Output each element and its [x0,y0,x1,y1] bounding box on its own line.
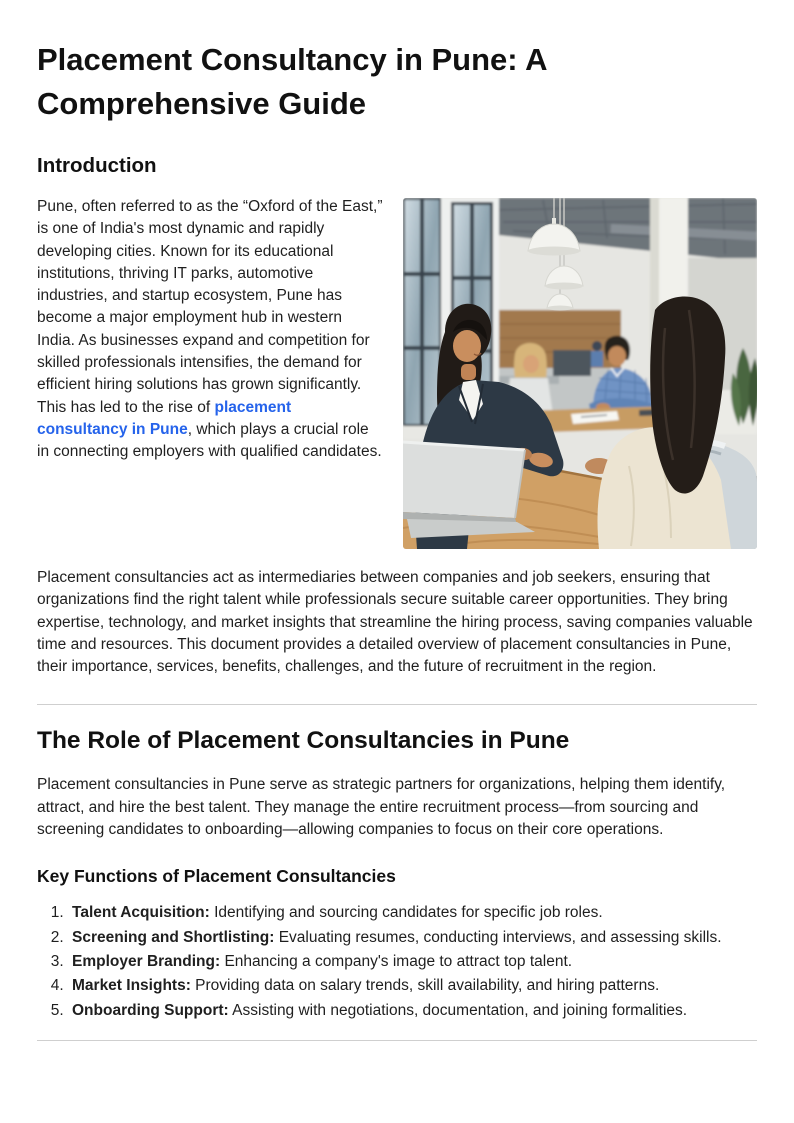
office-meeting-photo [403,198,757,549]
key-functions-list [37,902,757,1021]
list-item-onboarding-support [68,1000,757,1022]
list-item-text: Identifying and sourcing candidates for specific job roles. [214,904,603,922]
intro-text-before-link: Pune, often referred to as the “Oxford of the East,” is one of India's most dynamic and rapidly developing cities. Known for its educational institutions, thriving IT parks, automotive industries, and startup ecosystem, Pune has become a major employment hub in western India. As businesses expand and competition for skilled professionals intensifies, the demand for efficient hiring solutions has grown significantly. This has led to the rise of [37,198,383,416]
list-item-label: Onboarding Support: [72,1001,229,1019]
key-functions-heading: Key Functions of Placement Consultancies [37,866,396,887]
section-introduction [37,153,757,678]
list-item-label: Market Insights: [72,977,191,995]
list-item-talent-acquisition [68,902,757,924]
list-item-label: Screening and Shortlisting: [72,928,275,946]
introduction-heading: Introduction [37,154,157,177]
list-item-text: Evaluating resumes, conducting interviews, and assessing skills. [278,928,722,946]
list-item-label: Talent Acquisition: [72,904,210,922]
page-title: Placement Consultancy in Pune: A Comprehensive Guide [37,42,547,121]
list-item-text: Providing data on salary trends, skill availability, and hiring patterns. [195,977,660,995]
placement-consultancy-link[interactable]: placement consultancy in Pune [37,398,292,438]
intro-text-after-link: , which plays a crucial role in connecting employers with qualified candidates. [37,420,382,461]
role-heading: The Role of Placement Consultancies in Pune [37,727,570,755]
list-item-label: Employer Branding: [72,952,221,970]
section-divider [37,704,757,705]
list-item-market-insights [68,975,757,997]
intro-paragraph-2: Placement consultancies act as intermediaries between companies and job seekers, ensuring that organizations find the right talent while professionals secure suitable career opportunities. They bring expertise, technology, and market insights that streamline the hiring process, saving companies valuable time and resources. This document provides a detailed overview of placement consultancies in Pune, their importance, services, benefits, challenges, and the future of recruitment in the region. [37,569,753,676]
list-item-text: Enhancing a company's image to attract top talent. [224,952,573,970]
list-item-screening-shortlisting [68,927,757,949]
section-role [37,726,757,1021]
list-item-text: Assisting with negotiations, documentation, and joining formalities. [232,1001,688,1019]
section-divider-2 [37,1040,757,1041]
role-paragraph: Placement consultancies in Pune serve as strategic partners for organizations, helping them identify, attract, and hire the best talent. They manage the entire recruitment process—from sourcing and screening candidates to onboarding—allowing companies to focus on their core operations. [37,776,726,839]
list-item-employer-branding [68,951,757,973]
office-meeting-illustration [403,198,757,549]
